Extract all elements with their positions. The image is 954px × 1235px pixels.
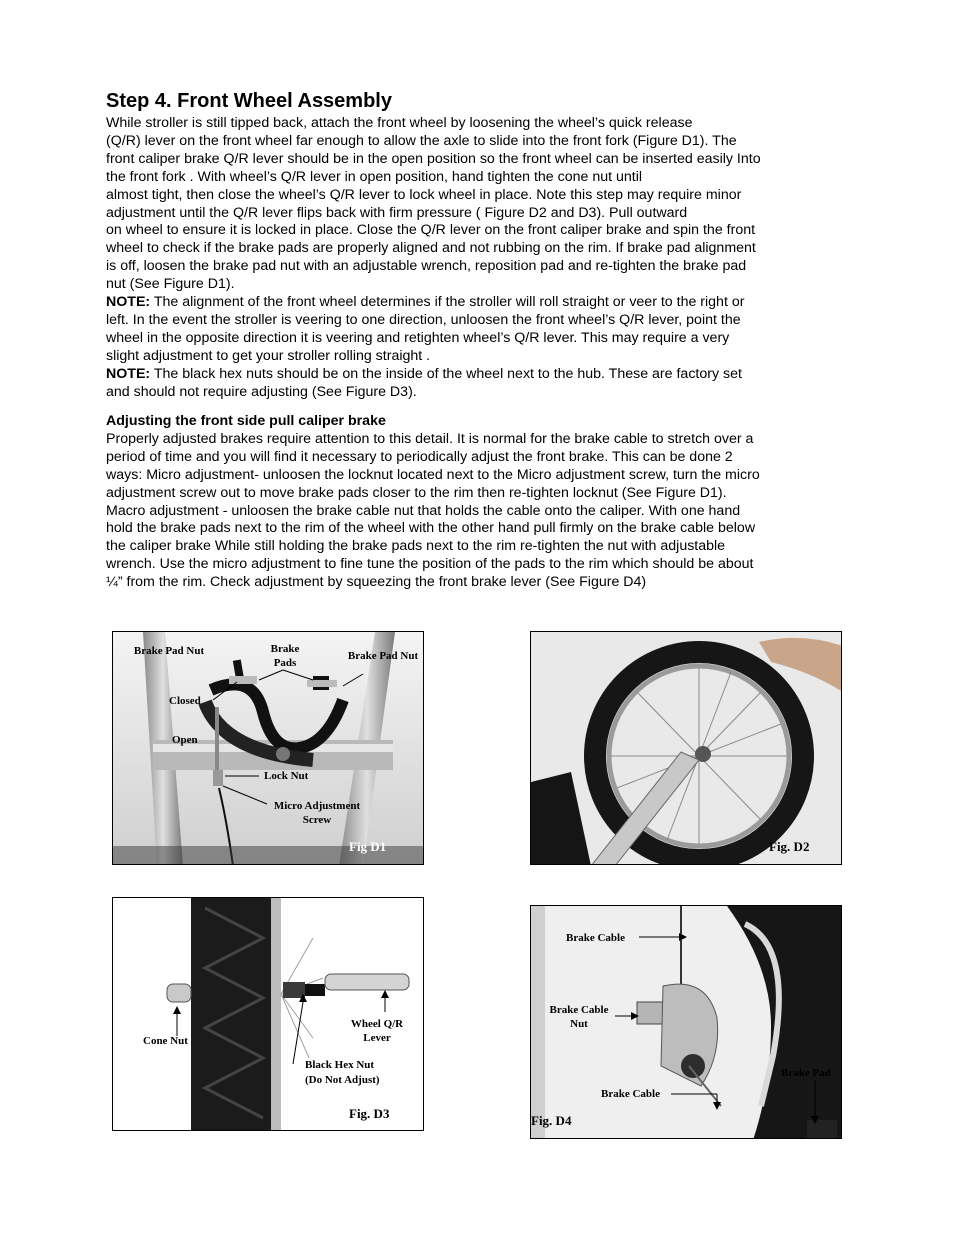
text-line [106,186,741,204]
text-line [106,257,746,275]
text-line [106,502,740,520]
line-text: ways: Micro adjustment- unloosen the locknut located next to the Micro adjustment screw, turn the micro [106,466,760,483]
line-text: almost tight, then close the wheel’s Q/R lever to lock wheel in place. Note this step may require minor [106,186,742,203]
line-text: adjustment screw out to move brake pads closer to the rim then re-tighten locknut (See Figure D1). [106,484,727,501]
line-text: slight adjustment to get your stroller rolling straight . [106,347,431,364]
label-cone-nut: Cone Nut [143,1035,188,1047]
line-text: the caliper brake While still holding the brake pads next to the rim re-tighten the nut with adjustable [106,538,726,555]
figure-d2 [530,631,842,865]
bold-lead: Adjusting the front side pull caliper brake [106,413,386,429]
label-brake-cable-nut: Brake Cable Nut [549,1004,609,1030]
text-line [106,519,755,537]
line-text: and should not require adjusting (See Figure D3). [106,383,417,400]
line-text: wheel in the opposite direction it is veering and retighten wheel’s Q/R lever. This may require a very [106,329,730,346]
text-line [106,430,753,448]
line-text: (Q/R) lever on the front wheel far enough to allow the axle to slide into the front fork (Figure D1). The [106,132,737,149]
text-line [106,412,386,430]
text-line [106,293,744,311]
label-lock-nut: Lock Nut [264,770,309,782]
line-text: While stroller is still tipped back, attach the front wheel by loosening the wheel’s quick release [106,115,693,131]
line-text: ¼” from the rim. Check adjustment by squeezing the front brake lever (See Figure D4) [106,574,647,591]
bold-lead: NOTE: [106,294,151,310]
line-text: Properly adjusted brakes require attention to this detail. It is normal for the brake cable to stretch over a [106,430,754,447]
line-text: left. In the event the stroller is veering to one direction, unloosen the front wheel’s Q/R lever, point the [106,311,741,328]
text-line [106,365,742,383]
text-line [106,484,727,502]
label-brake-cable-bottom: Brake Cable [601,1088,660,1100]
text-line [106,311,741,329]
label-brake-pad-nut-right: Brake Pad Nut [347,650,419,662]
figure-d2-photo [531,632,842,865]
label-closed: Closed [169,695,201,707]
text-line [106,275,235,293]
text-line [106,329,729,347]
line-text: on wheel to ensure it is locked in place. Close the Q/R lever on the front caliper brake and spin the front [106,222,756,239]
line-text: The black hex nuts should be on the inside of the wheel next to the hub. These are factory set [150,365,742,382]
text-line [106,537,725,555]
bold-lead: NOTE: [106,365,151,382]
label-brake-pads: Brake Pads [270,643,300,669]
text-line [106,573,646,591]
line-text: The alignment of the front wheel determines if the stroller will roll straight or veer to the right or [150,294,745,310]
caption-fig-d3: Fig. D3 [349,1106,390,1121]
figure-d3-photo [113,898,424,1131]
line-text: nut (See Figure D1). [106,276,235,293]
text-line [106,239,756,257]
caption-fig-d4: Fig. D4 [531,1113,572,1128]
label-do-not-adjust: (Do Not Adjust) [305,1074,380,1086]
caption-fig-d2: Fig. D2 [769,839,810,854]
label-black-hex-nut: Black Hex Nut [305,1059,375,1071]
text-line [106,466,760,484]
label-brake-pad-nut-left: Brake Pad Nut [133,645,205,657]
line-text: the front fork . With wheel’s Q/R lever in open position, hand tighten the cone nut until [106,168,643,185]
text-line [106,150,761,168]
line-text: wrench. Use the micro adjustment to fine tune the position of the pads to the rim which should be about [106,556,754,573]
line-text: wheel to check if the brake pads are properly aligned and not rubbing on the rim. If brake pad alignment [106,240,756,257]
line-text: is off, loosen the brake pad nut with an adjustable wrench, reposition pad and re-tighten the brake pad [106,258,747,275]
line-text: period of time and you will find it necessary to periodically adjust the front brake. This can be done 2 [106,448,733,465]
text-line [106,448,733,466]
line-text: front caliper brake Q/R lever should be in the open position so the front wheel can be inserted easily Into [106,150,761,167]
text-line [106,383,417,401]
text-line [106,204,687,222]
label-brake-cable-top: Brake Cable [566,932,625,944]
label-brake-pad: Brake Pad [781,1067,831,1079]
text-line [106,221,755,239]
label-micro-adjustment-screw: Micro Adjustment Screw [273,800,361,826]
label-open: Open [172,734,198,746]
text-line [106,114,692,132]
page-heading: Step 4. Front Wheel Assembly [106,90,392,112]
text-line [106,168,642,186]
label-wheel-qr-lever: Wheel Q/R Lever [350,1018,404,1044]
figure-d4 [530,905,842,1139]
text-line [106,555,753,573]
text-line [106,347,430,365]
figure-d3 [112,897,424,1131]
line-text: Macro adjustment - unloosen the brake cable nut that holds the cable onto the caliper. With one hand [106,502,741,519]
caption-fig-d1: Fig D1 [349,839,387,854]
line-text: hold the brake pads next to the rim of the wheel with the other hand pull firmly on the brake cable below [106,520,756,537]
text-line [106,132,737,150]
figure-d1 [112,631,424,865]
line-text: adjustment until the Q/R lever flips back with firm pressure ( Figure D2 and D3). Pull outward [106,204,688,221]
